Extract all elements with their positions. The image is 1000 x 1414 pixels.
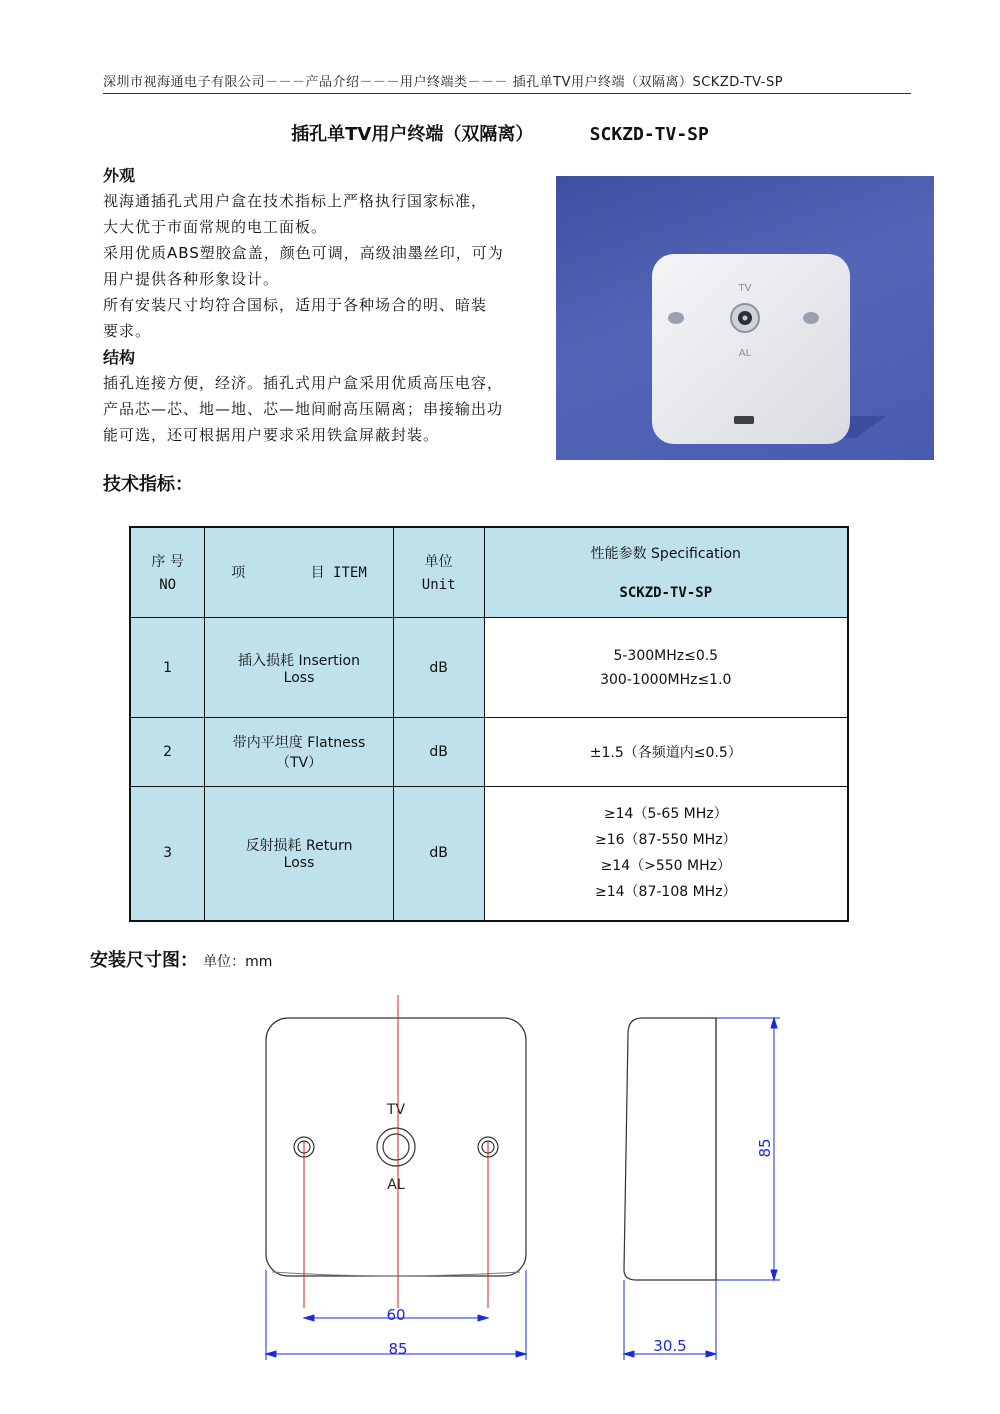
breadcrumb: 深圳市视海通电子有限公司－－－产品介绍－－－用户终端类－－－ 插孔单TV用户终端（双隔离）SCKZD-TV-SP bbox=[103, 71, 911, 94]
row-spec bbox=[484, 718, 848, 786]
spec-row bbox=[130, 617, 848, 718]
row-item-line: （TV） bbox=[275, 755, 323, 772]
spec-row bbox=[130, 718, 848, 786]
row-unit: dB bbox=[393, 617, 484, 718]
row-unit: dB bbox=[393, 786, 484, 921]
row-spec bbox=[484, 617, 848, 718]
product-photo bbox=[556, 176, 934, 460]
row-spec-value: ≥14（87-108 MHz） bbox=[595, 884, 737, 901]
drawing-heading-block bbox=[90, 946, 272, 972]
row-spec bbox=[484, 786, 848, 921]
row-spec-value: 300-1000MHz≤1.0 bbox=[600, 671, 732, 688]
header-no-en: NO bbox=[159, 577, 177, 594]
row-item-line: Loss bbox=[283, 669, 315, 686]
front-view bbox=[266, 1018, 526, 1276]
row-no: 2 bbox=[130, 718, 205, 786]
row-item-line: 反射损耗 Return bbox=[245, 838, 353, 855]
structure-heading: 结构 bbox=[103, 348, 136, 367]
row-spec-value: ≥16（87-550 MHz） bbox=[595, 832, 737, 849]
appearance-line: 视海通插孔式用户盒在技术指标上严格执行国家标准， bbox=[103, 192, 488, 210]
appearance-line: 要求。 bbox=[103, 322, 152, 340]
header-unit bbox=[393, 527, 484, 617]
structure-line: 产品芯—芯、地—地、芯—地间耐高压隔离；串接输出功 bbox=[103, 400, 504, 418]
row-item bbox=[205, 718, 393, 786]
row-no: 1 bbox=[130, 617, 205, 718]
appearance-line: 采用优质ABS塑胶盒盖，颜色可调，高级油墨丝印，可为 bbox=[103, 244, 504, 262]
header-no bbox=[130, 527, 205, 617]
appearance-line: 用户提供各种形象设计。 bbox=[103, 270, 280, 288]
header-spec-label: 性能参数 Specification bbox=[590, 546, 741, 563]
dim-hole-spacing: 60 bbox=[386, 1306, 406, 1324]
row-spec-value: 5-300MHz≤0.5 bbox=[613, 647, 719, 664]
row-spec-value: ±1.5（各频道内≤0.5） bbox=[589, 745, 742, 762]
dim-height: 85 bbox=[756, 1138, 774, 1158]
dim-depth: 30.5 bbox=[653, 1337, 687, 1355]
appearance-text bbox=[103, 188, 548, 344]
header-unit-en: Unit bbox=[421, 577, 456, 594]
row-item bbox=[205, 617, 393, 718]
specs-heading: 技术指标： bbox=[103, 474, 193, 495]
product-name: 插孔单TV用户终端（双隔离） bbox=[291, 124, 534, 145]
drawing-tv-label: TV bbox=[386, 1102, 406, 1118]
drawing-al-label: AL bbox=[387, 1177, 405, 1193]
structure-line: 能可选，还可根据用户要求采用铁盒屏蔽封装。 bbox=[103, 426, 440, 444]
row-spec-value: ≥14（5-65 MHz） bbox=[603, 806, 728, 823]
photo-tv-label: TV bbox=[738, 283, 752, 294]
appearance-heading: 外观 bbox=[103, 166, 136, 185]
product-photo-drawing bbox=[556, 176, 934, 460]
appearance-line: 所有安装尺寸均符合国标，适用于各种场合的明、暗装 bbox=[103, 296, 488, 314]
spec-header-row bbox=[130, 527, 848, 617]
header-spec bbox=[484, 527, 848, 617]
header-unit-cn: 单位 bbox=[424, 554, 453, 571]
structure-text bbox=[103, 370, 548, 448]
spec-table bbox=[129, 526, 849, 922]
centerlines bbox=[304, 995, 488, 1308]
dimension-drawing bbox=[0, 990, 1000, 1370]
side-view bbox=[624, 1018, 716, 1280]
row-item-line: 插入损耗 Insertion bbox=[238, 652, 360, 669]
dim-width: 85 bbox=[388, 1340, 408, 1358]
photo-al-label: AL bbox=[738, 348, 752, 359]
row-unit: dB bbox=[393, 718, 484, 786]
row-item bbox=[205, 786, 393, 921]
drawing-unit-note: 单位：mm bbox=[203, 954, 273, 970]
header-spec-model: SCKZD-TV-SP bbox=[619, 585, 713, 602]
page-title bbox=[0, 120, 1000, 146]
header-item bbox=[205, 527, 393, 617]
header-item-en: 目 ITEM bbox=[310, 565, 367, 582]
header-item-cn: 项 bbox=[231, 565, 246, 582]
row-no: 3 bbox=[130, 786, 205, 921]
drawing-heading: 安装尺寸图： bbox=[90, 950, 198, 971]
structure-line: 插孔连接方便，经济。插孔式用户盒采用优质高压电容， bbox=[103, 374, 504, 392]
side-dimension-lines bbox=[624, 1018, 780, 1360]
product-model: SCKZD-TV-SP bbox=[589, 124, 709, 145]
spec-row bbox=[130, 786, 848, 921]
header-no-cn: 序 号 bbox=[151, 554, 184, 571]
row-item-line: Loss bbox=[283, 855, 315, 872]
appearance-line: 大大优于市面常规的电工面板。 bbox=[103, 218, 328, 236]
row-item-line: 带内平坦度 Flatness bbox=[232, 735, 366, 752]
row-spec-value: ≥14（>550 MHz） bbox=[600, 858, 731, 875]
